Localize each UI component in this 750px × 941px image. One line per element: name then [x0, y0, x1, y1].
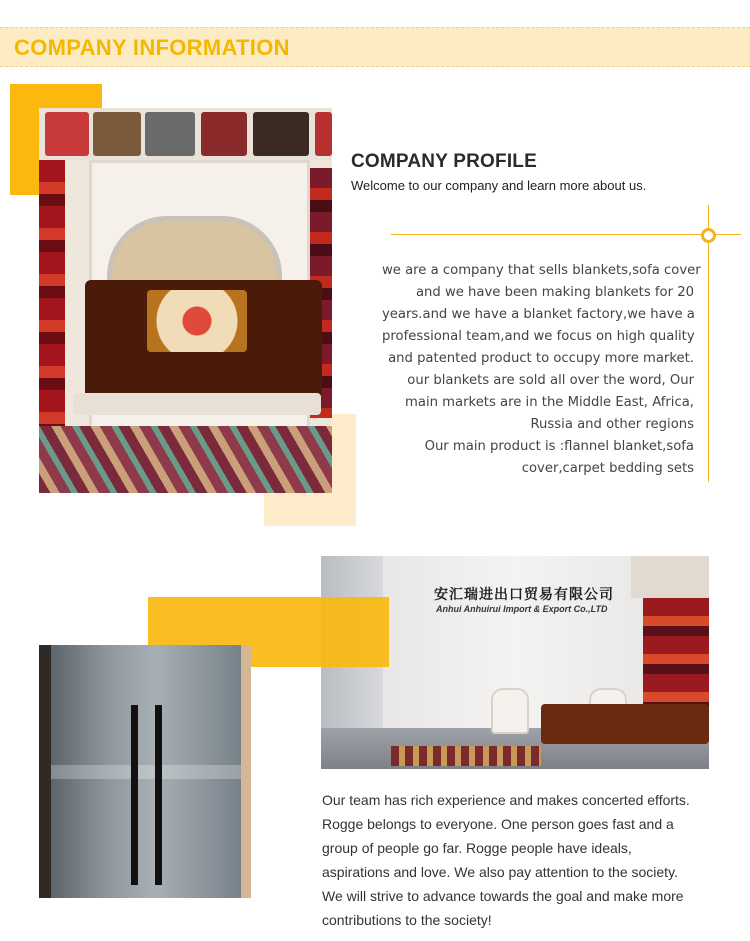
profile-line: and patented product to occupy more market. [388, 351, 694, 366]
profile-line: Our main product is :flannel blanket,sofa [424, 439, 694, 454]
office-door-photo [39, 645, 251, 898]
photo-curtain-left [39, 160, 65, 430]
profile-line: professional team,and we focus on high quality [382, 329, 695, 344]
bedroom-showroom-photo [39, 108, 332, 493]
photo-blanket-pattern [147, 290, 247, 352]
team-description [322, 788, 742, 932]
team-line: We will strive to advance towards the goal and make more [322, 888, 684, 904]
circle-marker-icon [701, 228, 716, 243]
profile-line: main markets are in the Middle East, Africa, [405, 395, 694, 410]
photo-rug [39, 426, 332, 493]
profile-line: our blankets are sold all over the word, Our [407, 373, 694, 388]
office-sign-chinese: 安汇瑞进出口贸易有限公司 [434, 587, 614, 603]
profile-line: cover,carpet bedding sets [521, 461, 694, 476]
photo-chair [491, 688, 529, 734]
photo-office-shelf [631, 556, 709, 598]
profile-subheading: Welcome to our company and learn more about us. [351, 178, 647, 193]
photo-door-band [49, 765, 241, 779]
profile-line: Russia and other regions [530, 417, 694, 432]
photo-door-frame [39, 645, 51, 898]
photo-shelf [39, 108, 332, 160]
team-line: group of people go far. Rogge people have ideals, [322, 840, 632, 856]
photo-door-handle [155, 705, 162, 885]
photo-bed-base [73, 393, 321, 415]
photo-office-rug [391, 746, 541, 766]
photo-door-handle [131, 705, 138, 885]
divider-horizontal [391, 234, 741, 235]
photo-wall-wood [241, 645, 251, 898]
team-line: Our team has rich experience and makes concerted efforts. [322, 792, 690, 808]
section-banner [0, 27, 750, 67]
section-title: COMPANY INFORMATION [14, 35, 290, 60]
profile-line: years.and we have a blanket factory,we have a [382, 307, 695, 322]
divider-vertical [708, 205, 709, 482]
profile-body [382, 260, 701, 480]
office-sign-english: Anhui Anhuirui Import & Export Co.,LTD [436, 604, 608, 614]
team-line: Rogge belongs to everyone. One person goes fast and a [322, 816, 674, 832]
photo-office-bed [541, 704, 709, 744]
team-line: aspirations and love. We also pay attention to the society. [322, 864, 678, 880]
profile-line: we are a company that sells blankets,sofa cover [382, 263, 701, 278]
profile-heading: COMPANY PROFILE [351, 151, 537, 172]
team-line: contributions to the society! [322, 912, 492, 928]
profile-line: and we have been making blankets for 20 [415, 285, 694, 300]
photo-office-curtain [643, 598, 709, 708]
